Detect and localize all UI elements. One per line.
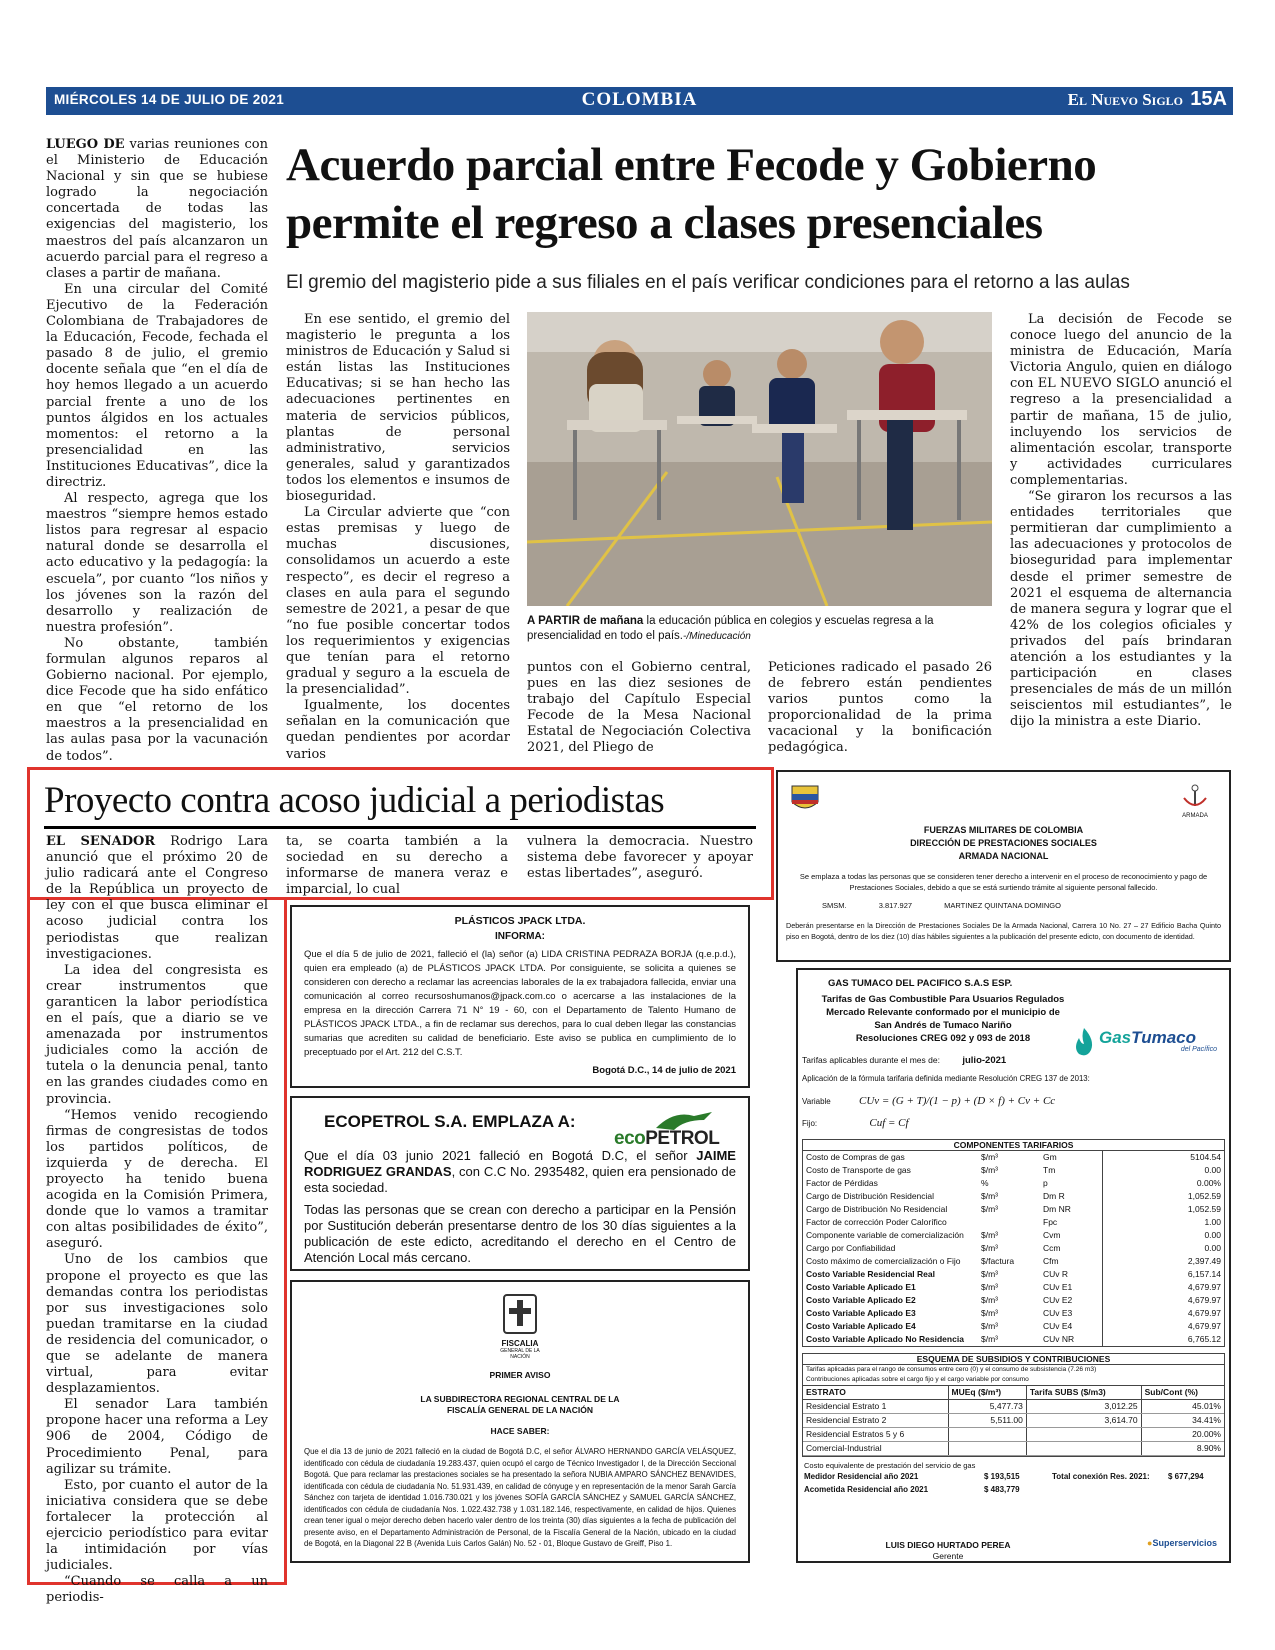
gas-component-name: Cargo por Confiabilidad — [806, 1243, 896, 1253]
fiscalia-emblem-icon — [503, 1294, 537, 1334]
header-brand: El Nuevo Siglo — [1067, 90, 1183, 109]
gas-component-unit: $/m³ — [981, 1165, 998, 1175]
gas-subsidies-cell — [948, 1428, 1026, 1442]
gas-component-symbol: Gm — [1043, 1152, 1057, 1162]
fiscalia-heading: HACE SABER: — [490, 1426, 550, 1436]
gas-component-symbol: Fpc — [1043, 1217, 1058, 1227]
gas-subsidies-cell: 20.00% — [1141, 1428, 1224, 1442]
gas-component-value: 4,679.97 — [1102, 1294, 1224, 1307]
gas-component-row — [803, 1294, 1224, 1307]
article-paragraph: Igualmente, los docentes señalan en la comunicación que quedan pendientes por acordar varios — [286, 698, 510, 762]
article-deck: El gremio del magisterio pide a sus filiales en el país verificar condiciones para el retorno a las aulas — [286, 272, 1130, 293]
gas-component-row — [803, 1320, 1224, 1333]
gas-subsidies-note-1: Tarifas aplicadas para el rango de consumos entre cero (0) y el consumo de subsistencia (7.26 m3) — [806, 1366, 1097, 1373]
fiscalia-notice — [290, 1280, 750, 1563]
gas-title-4: Resoluciones CREG 092 y 093 de 2018 — [855, 1033, 1031, 1044]
article-headline: Acuerdo parcial entre Fecode y Gobierno permite el regreso a clases presenciales — [286, 139, 1097, 249]
article-column-1 — [46, 137, 268, 765]
article-column-2 — [286, 312, 510, 763]
gas-component-value: 4,679.97 — [1102, 1281, 1224, 1294]
gas-components-rows — [803, 1151, 1224, 1346]
fiscalia-logo-subtext: GENERAL DE LA NACIÓN — [500, 1348, 540, 1360]
gas-component-unit: $/m³ — [981, 1282, 998, 1292]
armada-intro: Se emplaza a todas las personas que se consideren tener derecho a intervenir en el proceso de reconocimiento y pago de Prestaciones Sociales, debido a que se está surtiendo trámite al siguiente personal fallecido. — [799, 872, 1208, 892]
flame-icon — [1071, 1026, 1097, 1058]
gas-component-row — [803, 1333, 1224, 1346]
gas-fixed-label: Fijo: — [802, 1119, 818, 1128]
gas-components-title: COMPONENTES TARIFARIOS — [803, 1140, 1224, 1151]
ecopetrol-title: ECOPETROL S.A. EMPLAZA A: — [324, 1112, 576, 1131]
caption-text: la educación pública en colegios y escuelas regresa a la presencialidad en todo el país. — [527, 615, 934, 642]
armada-deceased-row — [822, 901, 1229, 910]
gas-subsidies-table — [802, 1353, 1225, 1457]
gas-component-name: Costo Variable Aplicado E1 — [806, 1282, 916, 1292]
classroom-photo-illustration — [527, 312, 992, 606]
gas-component-unit: $/m³ — [981, 1269, 998, 1279]
gas-components-table — [802, 1139, 1225, 1347]
gas-variable-label: Variable — [802, 1097, 831, 1106]
gas-subsidies-cell: Residencial Estrato 2 — [803, 1414, 948, 1428]
gas-subsidies-cell — [1026, 1442, 1141, 1456]
ecopetrol-paragraph-2: Todas las personas que se crean con derecho a participar en la Pensión por Sustitución deberán presentarse dentro de los 30 días siguientes a la publicación de este edicto, acreditando el derecho en el Centro de Atención Local más cercano. — [304, 1202, 736, 1265]
gas-component-name: Costo Variable Aplicado E3 — [806, 1308, 916, 1318]
armada-logo-text: ARMADA — [1182, 813, 1208, 819]
gas-subsidies-cell: 45.01% — [1141, 1400, 1224, 1414]
armada-notice — [776, 770, 1231, 962]
armada-heading — [778, 824, 1229, 863]
gas-component-name: Factor de corrección Poder Calorífico — [806, 1217, 947, 1227]
page-header-bar — [46, 87, 1233, 115]
article-paragraph: “Se giraron los recursos a las entidades territoriales que permitieran dar cumplimiento a las adecuaciones y protocolos de bioseguridad para implementar desde el primer semestre de 2021 el esquema de alternancia de manera segura y lograr que el 42% de los colegios oficiales y privados del país brindaran atención a los estudiantes y la participación en clases presenciales de más de un millón seiscientos mil estudiantes”, le dijo la ministra a este Diario. — [1010, 489, 1232, 730]
gas-component-symbol: Tm — [1043, 1165, 1056, 1175]
gas-component-unit: $/m³ — [981, 1295, 998, 1305]
gas-component-value: 1,052.59 — [1102, 1203, 1224, 1216]
gas-title-1: Tarifas de Gas Combustible Para Usuarios Regulados — [821, 994, 1065, 1005]
gas-title-2: Mercado Relevante conformado por el municipio de — [826, 1007, 1060, 1018]
jpack-company: PLÁSTICOS JPACK LTDA. — [454, 915, 586, 927]
superservicios-logo: ●Superservicios — [1147, 1538, 1217, 1548]
armada-logo — [1175, 784, 1215, 819]
gas-total-value: $ 677,294 — [1168, 1472, 1204, 1481]
gas-tariff-notice — [796, 968, 1231, 1563]
jpack-signoff: Bogotá D.C., 14 de julio de 2021 — [592, 1065, 736, 1076]
gas-component-name: Costo Variable Aplicado E4 — [806, 1321, 916, 1331]
article-paragraph: varias reuniones con el Ministerio de Educación Nacional y sin que se hubiese logrado la negociación concertada de todas las exigencias del magisterio, los maestros del país alcanzaron un acuerdo parcial para el regreso a clases a partir de mañana. — [46, 137, 268, 281]
gas-formula-variable — [802, 1095, 1229, 1107]
gas-subsidies-note-2: Contribuciones aplicadas sobre el cargo fijo y el cargo variable por consumo — [803, 1375, 1224, 1386]
gas-subsidies-cell: Residencial Estratos 5 y 6 — [803, 1428, 948, 1442]
gas-subsidies-title: ESQUEMA DE SUBSIDIOS Y CONTRIBUCIONES — [803, 1354, 1224, 1365]
project-lead: EL SENADOR — [46, 834, 156, 849]
gas-subsidies-cell: 5,511.00 — [948, 1414, 1026, 1428]
gas-component-row — [803, 1151, 1224, 1164]
fiscalia-logo-text: FISCALIA — [501, 1339, 539, 1348]
project-paragraph: “Hemos venido recogiendo firmas de congresistas de todos los partidos políticos, de izquierda y de derecha. El proyecto ha tenido buena acogida en la Comisión Primera, donde que lo vamos a tramitar con altas posibilidades de éxito”, aseguró. — [46, 1107, 268, 1252]
ecopetrol-text: , con C.C No. 2935482, quien era pensionado de esta sociedad. — [304, 1164, 737, 1195]
gas-subsidies-header-cell: Sub/Cont (%) — [1141, 1386, 1224, 1400]
photo-credit: -/Mineducación — [683, 631, 751, 642]
gas-total-label: Total conexión Res. 2021: — [1052, 1472, 1150, 1481]
photo-caption — [527, 614, 992, 644]
gas-component-value: 6,157.14 — [1102, 1268, 1224, 1281]
gas-component-name: Cargo de Distribución No Residencial — [806, 1204, 948, 1214]
gas-component-value: 2,397.49 — [1102, 1255, 1224, 1268]
ecopetrol-logo-text-b: PETROL — [645, 1128, 720, 1149]
article-paragraph: En una circular del Comité Ejecutivo de la Federación Colombiana de Trabajadores de la Educación, Fecode, fechada el pasado 8 de julio, el gremio docente señala que “en el día de hoy hemos llegado a un acuerdo parcial frente a uno de los puntos álgidos en los actuales momentos: el retorno a la presencialidad en las Instituciones Educativas”, dice la directriz. — [46, 281, 268, 490]
gas-component-name: Costo máximo de comercialización o Fijo — [806, 1256, 961, 1266]
ecopetrol-text: Que el día 03 junio 2021 falleció en Bogotá D.C, el señor — [304, 1148, 688, 1163]
gas-logo-text-a: Gas — [1099, 1028, 1132, 1047]
gas-component-name: Factor de Pérdidas — [806, 1178, 878, 1188]
gas-component-row — [803, 1255, 1224, 1268]
gas-component-value: 5104.54 — [1102, 1151, 1224, 1164]
gas-cost-note: Costo equivalente de prestación del servicio de gas — [804, 1461, 976, 1470]
gas-title-block — [818, 993, 1068, 1045]
gas-formula-fixed-expr: Cuf = Cf — [869, 1117, 909, 1129]
gas-subsidies-cell: 8.90% — [1141, 1442, 1224, 1456]
gas-component-symbol: Cfm — [1043, 1256, 1059, 1266]
ecopetrol-logo — [614, 1106, 734, 1148]
project-paragraph: Rodrigo Lara anunció que el próximo 20 de julio radicará ante el Congreso de la República un proyecto de ley con el que busca eliminar el acoso judicial contra los periodistas que realizan investigaciones. — [46, 834, 268, 962]
gas-subsidies-rows — [803, 1386, 1224, 1456]
gas-component-row — [803, 1203, 1224, 1216]
superservicios-text: Superservicios — [1152, 1538, 1217, 1548]
gas-component-value: 6,765.12 — [1102, 1333, 1224, 1346]
project-column-3 — [527, 834, 753, 882]
gas-subsidies-cell — [948, 1442, 1026, 1456]
article-column-4 — [768, 660, 992, 757]
jpack-heading: INFORMA: — [495, 931, 545, 942]
gas-component-value: 0.00% — [1102, 1177, 1224, 1190]
project-paragraph: “Cuando se calla a un periodis- — [46, 1574, 268, 1606]
gas-cost-1-label: Medidor Residencial año 2021 — [804, 1472, 919, 1481]
gas-component-row — [803, 1177, 1224, 1190]
gas-component-value: 4,679.97 — [1102, 1307, 1224, 1320]
header-date: MIÉRCOLES 14 DE JULIO DE 2021 — [54, 92, 285, 107]
gas-subsidies-row — [803, 1400, 1224, 1414]
gas-component-row — [803, 1307, 1224, 1320]
gas-month-label: Tarifas aplicables durante el mes de: — [802, 1055, 940, 1065]
gas-component-symbol: Ccm — [1043, 1243, 1061, 1253]
fiscalia-notice-label: PRIMER AVISO — [489, 1370, 551, 1380]
article-paragraph: Al respecto, agrega que los maestros “siempre hemos estado listos para regresar al espacio natural donde se desarrolla el acto educativo y la pedagogía: la escuela”, por cuanto “los niños y los jóvenes son la razón del desarrollo y realización de nuestra profesión”. — [46, 491, 268, 635]
gas-component-symbol: p — [1043, 1178, 1048, 1188]
gas-component-unit: $/m³ — [981, 1204, 998, 1214]
gas-component-symbol: CUv E4 — [1043, 1321, 1073, 1331]
gas-subsidies-cell: 5,477.73 — [948, 1400, 1026, 1414]
gas-component-unit: $/m³ — [981, 1191, 998, 1201]
project-paragraph: Esto, por cuanto el autor de la iniciativa considera que se debe fortalecer la protección al ejercicio periodístico para evitar la intimidación por vías judiciales. — [46, 1477, 268, 1574]
gas-component-symbol: CUv E2 — [1043, 1295, 1073, 1305]
gas-subsidies-header — [803, 1386, 1224, 1400]
gas-component-value: 0.00 — [1102, 1229, 1224, 1242]
gas-component-symbol: CUv NR — [1043, 1334, 1075, 1344]
gas-component-unit: $/m³ — [981, 1334, 998, 1344]
fiscalia-body: Que el día 13 de junio de 2021 falleció en la ciudad de Bogotá D.C, el señor ÁLVARO HERNANDO GARCÍA VELÁSQUEZ, identificado con cédula de ciudadanía 19.283.437, quien ocupó el cargo de Técnico Investigador I, de la Dirección Seccional Bogotá. Que para reclamar las prestaciones sociales se ha presentado la señora NUBIA AMPARO SÁNCHEZ BENAVIDES, identificada con cédula de ciudadanía No. 51.931.439, en calidad de cónyuge y en representación de la menor Sarah García Sánchez con tarjeta de identidad 1.016.730.021 y los jóvenes SOFÍA GARCÍA SÁNCHEZ y SAMUEL GARCÍA SÁNCHEZ, identificados con cédula de ciudadanía Nos. 1.022.432.738 y 1.031.182.146, respectivamente, en calidad de hijos. Quienes crean tener igual o mejor derecho deben hacerlo valer dentro de los treinta (30) días siguientes a la fecha de publicación del presente aviso, en el Departamento Administración de Personal, de la Fiscalía General de la Nación, ubicado en la ciudad de Bogotá, en la Diagonal 22 B (Avenida Luis Carlos Galán) No. 52 - 01, Bloque Gustavo de Greiff, Piso 1. — [304, 1447, 736, 1548]
gas-component-row — [803, 1229, 1224, 1242]
gas-component-symbol: CUv E3 — [1043, 1308, 1073, 1318]
gas-formula-fixed — [802, 1117, 1229, 1129]
article-paragraph: Peticiones radicado el pasado 26 de febrero están pendientes varios puntos como la proporcionalidad de la prima vacacional y la bonificación pedagógica. — [768, 660, 992, 756]
gas-component-name: Costo Variable Residencial Real — [806, 1269, 935, 1279]
armada-line-1: FUERZAS MILITARES DE COLOMBIA — [923, 825, 1084, 835]
article-paragraph: La Circular advierte que “con estas premisas y luego de muchas discusiones, consolidamos un acuerdo a este respecto”, es decir el regreso a clases en aula para el segundo semestre de 2021, a pesar de que “no fue posible concertar todos los requerimientos y exigencias que tenían para el retorno gradual y seguro a la escuela de la presencialidad”. — [286, 505, 510, 698]
anchor-icon — [1180, 784, 1210, 808]
article-column-3 — [527, 660, 751, 757]
fiscalia-logo — [490, 1294, 550, 1360]
gas-component-unit: $/m³ — [981, 1230, 998, 1240]
project-paragraph: El senador Lara también propone hacer una reforma a Ley 906 de 2004, Código de Procedimiento Penal, para agilizar su trámite. — [46, 1397, 268, 1477]
armada-line-2: DIRECCIÓN DE PRESTACIONES SOCIALES — [910, 838, 1097, 848]
gas-logo-text-b: Tumaco — [1131, 1028, 1197, 1047]
header-page-number: 15A — [1190, 88, 1227, 110]
gas-component-value: 1,052.59 — [1102, 1190, 1224, 1203]
gas-component-value: 0.00 — [1102, 1164, 1224, 1177]
gas-component-name: Cargo de Distribución Residencial — [806, 1191, 935, 1201]
gas-subsidies-cell: 34.41% — [1141, 1414, 1224, 1428]
gas-tumaco-logo — [1071, 1026, 1221, 1058]
header-section: COLOMBIA — [581, 89, 698, 110]
jpack-body: Que el día 5 de julio de 2021, falleció el (la) señor (a) LIDA CRISTINA PEDRAZA BORJA (q.e.p.d.), quien era empleado (a) de PLÁSTICOS JPACK LTDA. Por consiguiente, se solicita a quienes se consideren con derecho a reclamar las acreencias laborales de la ex trabajadora fallecida, enviar una comunicación al correo recursoshumanos@jpack.com.co o acercarse a las instalaciones de la empresa en la dirección Carrera 71 N° 19 - 60, con el Departamento de Talento Humano de PLÁSTICOS JPACK LTDA., a fin de reclamar sus derechos, para lo cual deben llegar las constancias sumarias que acrediten su calidad de beneficiario. Este aviso se publica en cumplimiento de lo preceptuado por el Art. 212 del C.S.T. — [304, 949, 736, 1058]
armada-footer: Deberán presentarse en la Dirección de Prestaciones Sociales De la Armada Nacional, Carrera 10 No. 27 – 27 Edificio Bacha Quinto piso en Bogotá, dentro de los diez (10) días hábiles siguientes a la publicación del presente edicto, con documento de identidad. — [786, 921, 1221, 941]
gas-component-row — [803, 1281, 1224, 1294]
gas-cost-2-value: $ 483,779 — [984, 1485, 1020, 1494]
article-paragraph: puntos con el Gobierno central, pues en las diez sesiones de trabajo del Capítulo Especial Fecode de la Mesa Nacional Estatal de Negociación Colectiva 2021, del Pliego de — [527, 660, 751, 756]
gas-component-unit — [978, 1216, 1040, 1229]
gas-component-row — [803, 1164, 1224, 1177]
gas-component-symbol: CUv R — [1043, 1269, 1069, 1279]
gas-formula-variable-expr: CUv = (G + T)/(1 − p) + (D × f) + Cv + Cc — [859, 1095, 1056, 1107]
project-column-1 — [46, 834, 268, 1607]
gas-component-row — [803, 1190, 1224, 1203]
gas-subsidies-header-cell: MUEq ($/m³) — [948, 1386, 1026, 1400]
gas-component-unit: $/m³ — [981, 1321, 998, 1331]
gas-component-row — [803, 1268, 1224, 1281]
gas-component-row — [803, 1216, 1224, 1229]
armada-rank: SMSM. — [822, 901, 847, 910]
gas-component-unit: % — [981, 1178, 989, 1188]
gas-signer-role: Gerente — [932, 1551, 964, 1561]
ecopetrol-logo-text-a: eco — [614, 1128, 646, 1149]
article-paragraph: No obstante, también formulan algunos reparos al Gobierno nacional. Por ejemplo, dice Fecode que ha sido enfático en que “el retorno de los maestros a la presencialidad en las aulas pasa por la vacunación de todos”. — [46, 635, 268, 764]
gas-logo-text-c: del Pacífico — [1180, 1046, 1217, 1053]
gas-component-name: Costo de Compras de gas — [806, 1152, 905, 1162]
gas-component-unit: $/m³ — [981, 1152, 998, 1162]
gas-subsidies-cell: 3,012.25 — [1026, 1400, 1141, 1414]
gas-company: GAS TUMACO DEL PACIFICO S.A.S ESP. — [828, 978, 1013, 989]
gas-component-value: 0.00 — [1102, 1242, 1224, 1255]
armada-line-3: ARMADA NACIONAL — [958, 851, 1049, 861]
gas-subsidies-row — [803, 1414, 1224, 1428]
gas-month: julio-2021 — [962, 1055, 1007, 1066]
gas-cost-row-2 — [804, 1485, 1229, 1497]
project-paragraph: vulnera la democracia. Nuestro sistema debe favorecer y apoyar estas libertades”, aseguró. — [527, 834, 753, 882]
gas-title-3: San Andrés de Tumaco Nariño — [874, 1020, 1012, 1031]
fiscalia-office: LA SUBDIRECTORA REGIONAL CENTRAL DE LA FISCALÍA GENERAL DE LA NACIÓN — [420, 1394, 620, 1415]
gas-component-symbol: CUv E1 — [1043, 1282, 1073, 1292]
gas-subsidies-header-cell: ESTRATO — [803, 1386, 948, 1400]
ecopetrol-notice — [290, 1096, 750, 1271]
gas-subsidies-cell: 3,614.70 — [1026, 1414, 1141, 1428]
gas-component-name: Componente variable de comercialización — [806, 1230, 964, 1240]
gas-component-symbol: Dm R — [1043, 1191, 1065, 1201]
gas-subsidies-header-cell: Tarifa SUBS ($/m3) — [1026, 1386, 1141, 1400]
project-paragraph: Uno de los cambios que propone el proyecto es que las demandas contra los periodistas por sus investigaciones solo puedan tramitarse en la ciudad de residencia del comunicador, o que se adelante de manera virtual, para evitar desplazamientos. — [46, 1252, 268, 1397]
article-photo — [527, 312, 992, 606]
armada-id: 3.817.927 — [878, 901, 913, 910]
gas-cost-row-1 — [804, 1472, 1229, 1484]
gas-signature — [798, 1540, 1098, 1562]
project-paragraph: ta, se coarta también a la sociedad en su derecho a informarse de manera veraz e imparcial, lo cual — [286, 834, 508, 898]
caption-lead: A PARTIR de mañana — [527, 615, 644, 627]
armada-name: MARTINEZ QUINTANA DOMINGO — [944, 901, 1061, 910]
gas-component-name: Costo Variable Aplicado No Residencia — [806, 1334, 964, 1344]
gas-component-row — [803, 1242, 1224, 1255]
gas-subsidies-row — [803, 1428, 1224, 1442]
article-lead: LUEGO DE — [46, 137, 125, 152]
gas-subsidies-cell: Comercial-Industrial — [803, 1442, 948, 1456]
gas-subsidies-cell: Residencial Estrato 1 — [803, 1400, 948, 1414]
gas-component-value: 1.00 — [1102, 1216, 1224, 1229]
project-headline: Proyecto contra acoso judicial a periodistas — [44, 778, 756, 829]
article-paragraph: En ese sentido, el gremio del magisterio le pregunta a los ministros de Educación y Salud si están listas las Instituciones Educativas; si se han hecho las adecuaciones pertinentes en materia de servicios públicos, plantas de personal administrativo, servicios generales, salud y garantizados todos los elementos e insumos de bioseguridad. — [286, 312, 510, 505]
gas-subsidies-row — [803, 1442, 1224, 1456]
gas-component-unit: $/m³ — [981, 1308, 998, 1318]
article-paragraph: La decisión de Fecode se conoce luego del anuncio de la ministra de Educación, María Victoria Angulo, quien en diálogo con EL NUEVO SIGLO anunció el regreso a la presencialidad a partir de mañana, 15 de julio, incluyendo los servicios de alimentación escolar, transporte y actividades curriculares complementarias. — [1010, 312, 1232, 488]
gas-signer: LUIS DIEGO HURTADO PEREA — [885, 1540, 1011, 1550]
colombia-coat-of-arms-icon — [788, 780, 822, 816]
gas-cost-2-label: Acometida Residencial año 2021 — [804, 1485, 929, 1494]
gas-component-symbol: Cvm — [1043, 1230, 1061, 1240]
ecopetrol-deceased-name: JAIME RODRIGUEZ GRANDAS — [304, 1148, 736, 1179]
gas-component-symbol: Dm NR — [1043, 1204, 1071, 1214]
ecopetrol-paragraph-1 — [304, 1148, 736, 1196]
gas-subsidies-cell — [1026, 1428, 1141, 1442]
gas-component-name: Costo Variable Aplicado E2 — [806, 1295, 916, 1305]
project-column-2 — [286, 834, 508, 898]
jpack-notice — [290, 905, 750, 1088]
gas-component-name: Costo de Transporte de gas — [806, 1165, 911, 1175]
gas-component-unit: $/factura — [981, 1256, 1015, 1266]
gas-component-unit: $/m³ — [981, 1243, 998, 1253]
gas-cost-1-value: $ 193,515 — [984, 1472, 1020, 1481]
gas-formula-note: Aplicación de la fórmula tarifaria definida mediante Resolución CREG 137 de 2013: — [802, 1074, 1090, 1083]
gas-component-value: 4,679.97 — [1102, 1320, 1224, 1333]
article-column-5 — [1010, 312, 1232, 730]
project-paragraph: La idea del congresista es crear instrumentos que garanticen la labor periodística en el país, que a diario se ve amenazada por instrumentos judiciales como la acción de tutela o la denuncia penal, tanto en las grandes ciudades como en provincia. — [46, 962, 268, 1107]
